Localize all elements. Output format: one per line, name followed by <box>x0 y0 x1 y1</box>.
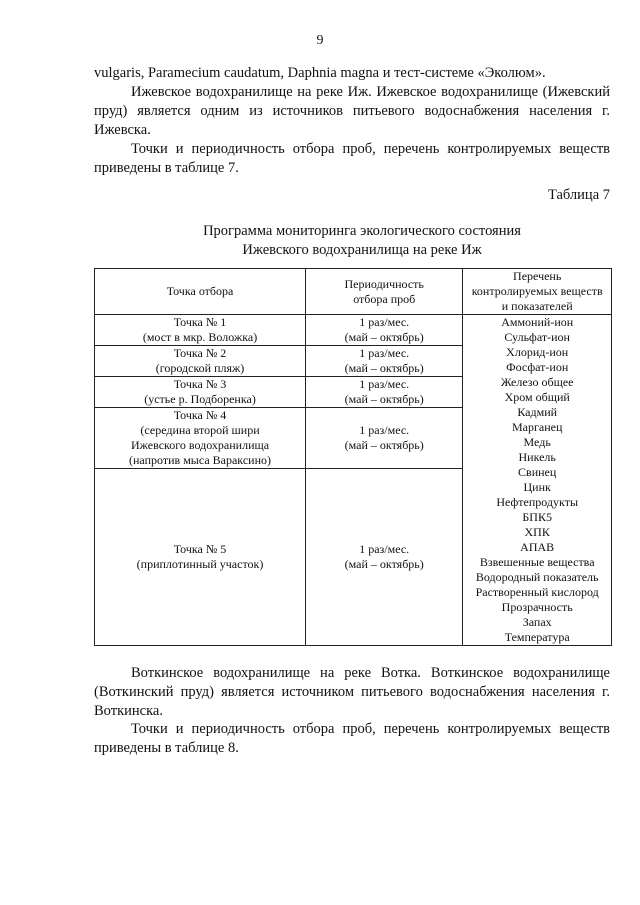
substance-item: Марганец <box>511 420 563 434</box>
frequency-cell: 1 раз/мес. (май – октябрь) <box>306 377 463 408</box>
substance-item: Взвешенные вещества <box>479 555 595 569</box>
intro-line: vulgaris, Paramecium caudatum, Daphnia magna и тест-системе «Эколюм». <box>94 65 546 81</box>
substance-item: Хром общий <box>504 390 570 404</box>
point-cell: Точка № 5 (приплотинный участок) <box>95 469 306 646</box>
outro-paragraph-2: Точки и периодичность отбора проб, перечень контролируемых веществ приведены в таблице 8. <box>94 721 610 756</box>
table-caption-line-2: Ижевского водохранилища на реке Иж <box>242 242 482 258</box>
monitoring-table <box>94 268 612 646</box>
frequency-cell: 1 раз/мес. (май – октябрь) <box>306 408 463 469</box>
substance-item: Фосфат-ион <box>506 360 569 374</box>
substance-item: Нефтепродукты <box>496 495 579 509</box>
substance-item: Медь <box>523 435 551 449</box>
point-cell: Точка № 2 (городской пляж) <box>95 346 306 377</box>
substance-item: Кадмий <box>517 405 558 419</box>
table-caption <box>94 222 630 260</box>
table-label: Таблица 7 <box>547 187 610 203</box>
page-number: 9 <box>316 33 324 48</box>
table-header-row <box>95 269 612 315</box>
header-point: Точка отбора <box>95 269 306 315</box>
substance-item: Свинец <box>518 465 557 479</box>
substances-list <box>463 315 612 646</box>
header-list: Перечень контролируемых веществ и показателей <box>463 269 612 315</box>
substance-item: Железо общее <box>500 375 574 389</box>
point-cell: Точка № 3 (устье р. Подборенка) <box>95 377 306 408</box>
frequency-cell: 1 раз/мес. (май – октябрь) <box>306 315 463 346</box>
intro-paragraph-2: Точки и периодичность отбора проб, перечень контролируемых веществ приведены в таблице 7. <box>94 141 610 176</box>
substance-item: Запах <box>522 615 552 629</box>
table-caption-line-1: Программа мониторинга экологического состояния <box>203 223 521 239</box>
substance-item: Водородный показатель <box>475 570 599 584</box>
outro-paragraph-1: Воткинское водохранилище на реке Вотка. Воткинское водохранилище (Воткинский пруд) является источником питьевого водоснабжения населения г. Воткинска. <box>94 665 610 719</box>
substance-item: АПАВ <box>520 540 555 554</box>
substance-item: Цинк <box>523 480 551 494</box>
substance-item: Аммоний-ион <box>501 315 574 329</box>
substance-item: Растворенный кислород <box>475 585 599 599</box>
point-cell: Точка № 4 (середина второй шири Ижевского водохранилища (напротив мыса Вараксино) <box>95 408 306 469</box>
substance-item: ХПК <box>524 525 550 539</box>
substance-item: Сульфат-ион <box>504 330 570 344</box>
point-cell: Точка № 1 (мост в мкр. Воложка) <box>95 315 306 346</box>
substance-item: Хлорид-ион <box>506 345 569 359</box>
table-row <box>95 315 612 346</box>
frequency-cell: 1 раз/мес. (май – октябрь) <box>306 346 463 377</box>
substance-item: Температура <box>504 630 570 644</box>
substance-item: Никель <box>518 450 556 464</box>
intro-paragraph-1: Ижевское водохранилище на реке Иж. Ижевское водохранилище (Ижевский пруд) является одним из источников питьевого водоснабжения населения г. Ижевска. <box>94 84 610 138</box>
substance-item: БПК5 <box>522 510 552 524</box>
frequency-cell: 1 раз/мес. (май – октябрь) <box>306 469 463 646</box>
header-period: Периодичность отбора проб <box>306 269 463 315</box>
substance-item: Прозрачность <box>501 600 573 614</box>
